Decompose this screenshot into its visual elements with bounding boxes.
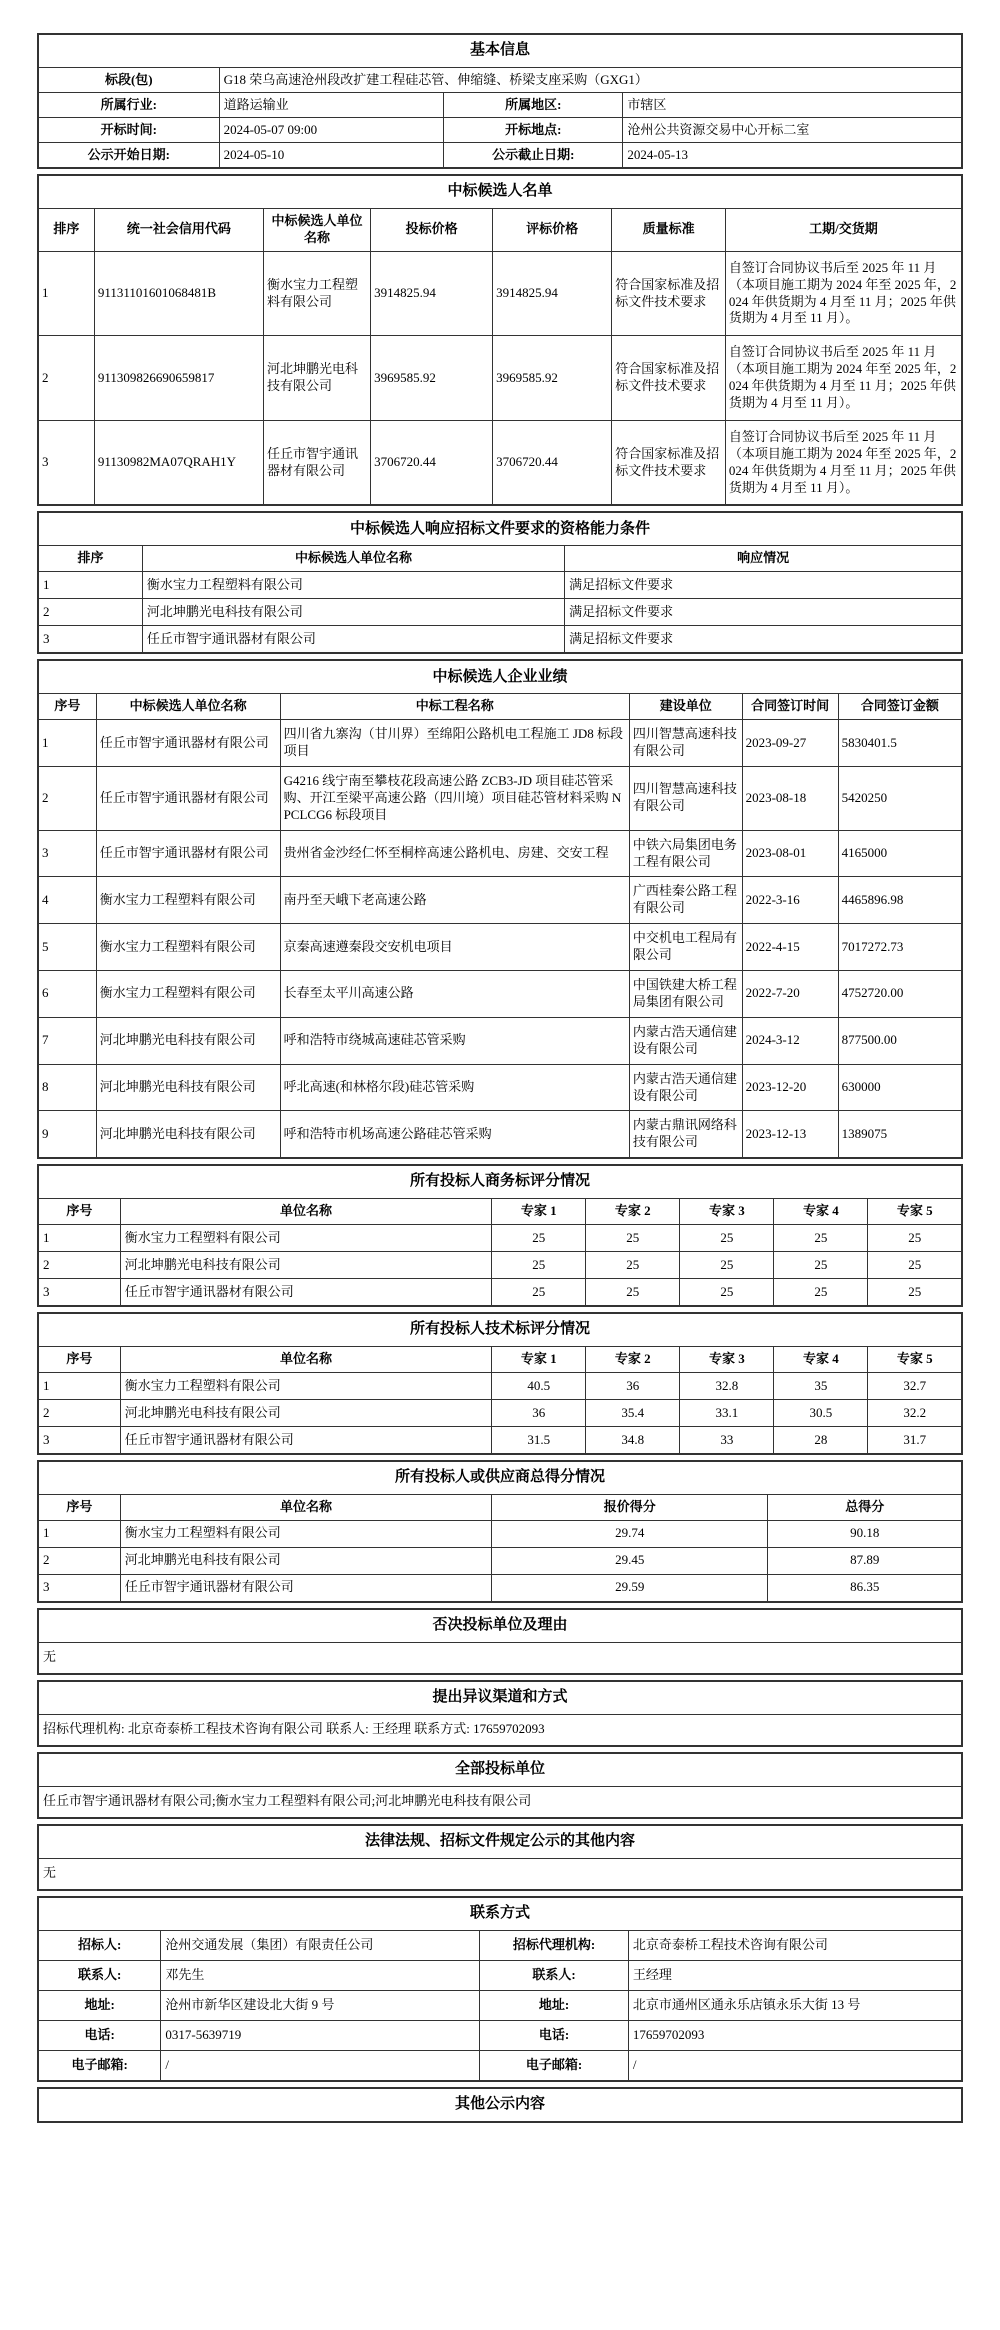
table-cell: 25 [868,1252,962,1279]
table-row [38,34,962,68]
table-row [38,1520,962,1547]
table-cell: 河北坤鹏光电科技有限公司 [142,599,564,626]
table-cell: 29.59 [492,1574,768,1602]
column-header: 单位名称 [120,1199,491,1225]
table-cell: / [628,2050,962,2081]
table-cell: 90.18 [768,1520,962,1547]
candidates-rows [38,251,962,505]
table-cell: 29.74 [492,1520,768,1547]
table-cell: 86.35 [768,1574,962,1602]
column-header: 单位名称 [120,1347,491,1373]
table-cell: 满足招标文件要求 [565,599,962,626]
table-header-row [38,1494,962,1520]
table-cell: 25 [492,1279,586,1307]
table-cell: 沧州交通发展（集团）有限责任公司 [161,1930,480,1960]
table-cell: 满足招标文件要求 [565,572,962,599]
table-row [38,1609,962,1643]
table-cell: 河北坤鹏光电科技有限公司 [120,1252,491,1279]
table-cell: 衡水宝力工程塑料有限公司 [120,1372,491,1399]
table-header-row [38,1347,962,1373]
table-cell: G4216 线宁南至攀枝花段高速公路 ZCB3-JD 项目硅芯管采购、开江至梁平高速公路（四川境）项目硅芯管材料采购 NPCLCG6 标段项目 [280,767,629,831]
table-cell: 满足招标文件要求 [565,626,962,654]
table-cell: 联系人: [38,1960,161,1990]
table-cell: 91131101601068481B [94,251,263,336]
section-content: 无 [38,1642,962,1674]
table-cell: 四川智慧高速科技有限公司 [629,720,742,767]
section-title: 联系方式 [38,1897,962,1931]
technical-scores-rows [38,1372,962,1454]
table-cell: 1 [38,572,142,599]
table-cell: 1 [38,1520,120,1547]
section-title: 中标候选人名单 [38,175,962,209]
table-cell: 地址: [38,1990,161,2020]
table-row [38,1858,962,1890]
table-cell: 31.5 [492,1426,586,1454]
section-title: 所有投标人商务标评分情况 [38,1165,962,1199]
table-cell: 3 [38,626,142,654]
table-cell: 5420250 [838,767,962,831]
table-cell: 中铁六局集团电务工程有限公司 [629,830,742,877]
table-row [38,1165,962,1199]
table-cell: 8 [38,1064,96,1111]
table-cell: 2024-3-12 [742,1017,838,1064]
table-row [38,251,962,336]
objection-section [37,1680,963,1747]
total-scores-table [37,1460,963,1603]
other-content-section [37,2087,963,2123]
table-cell: 河北坤鹏光电科技有限公司 [120,1399,491,1426]
table-cell: 9 [38,1111,96,1158]
field-value: 2024-05-10 [219,143,444,169]
table-cell: 25 [492,1252,586,1279]
table-row [38,1225,962,1252]
table-cell: 2 [38,1252,120,1279]
table-row [38,1681,962,1715]
table-cell: 任丘市智宇通讯器材有限公司 [120,1279,491,1307]
all-bidders-section [37,1752,963,1819]
column-header: 报价得分 [492,1494,768,1520]
table-cell: 35 [774,1372,868,1399]
table-cell: 北京市通州区通永乐店镇永乐大街 13 号 [628,1990,962,2020]
column-header: 专家 2 [586,1347,680,1373]
section-title: 所有投标人技术标评分情况 [38,1313,962,1347]
table-cell: 1 [38,1372,120,1399]
table-cell: 25 [774,1279,868,1307]
table-row [38,924,962,971]
table-cell: 25 [492,1225,586,1252]
table-row [38,1064,962,1111]
section-title: 其他公示内容 [38,2088,962,2122]
table-cell: 河北坤鹏光电科技有限公司 [96,1111,280,1158]
table-row [38,93,962,118]
table-row [38,1017,962,1064]
table-cell: 衡水宝力工程塑料有限公司 [120,1225,491,1252]
performance-rows [38,720,962,1158]
table-cell: 衡水宝力工程塑料有限公司 [96,971,280,1018]
table-cell: 25 [586,1252,680,1279]
table-cell: 25 [586,1225,680,1252]
table-row [38,971,962,1018]
column-header: 中标候选人单位名称 [142,546,564,572]
table-cell: 河北坤鹏光电科技有限公司 [96,1064,280,1111]
table-cell: 长春至太平川高速公路 [280,971,629,1018]
table-row [38,1714,962,1746]
table-cell: 京秦高速遵秦段交安机电项目 [280,924,629,971]
table-row [38,420,962,505]
table-cell: 36 [586,1372,680,1399]
table-cell: 电话: [38,2020,161,2050]
table-cell: 呼北高速(和林格尔段)硅芯管采购 [280,1064,629,1111]
table-row [38,512,962,546]
column-header: 响应情况 [565,546,962,572]
table-cell: 33.1 [680,1399,774,1426]
qualification-rows [38,572,962,654]
field-label: 所属地区: [444,93,623,118]
table-row [38,1426,962,1454]
table-header-row [38,694,962,720]
table-cell: 630000 [838,1064,962,1111]
table-cell: 4 [38,877,96,924]
table-row [38,336,962,421]
table-row [38,572,962,599]
table-row [38,1399,962,1426]
column-header: 工期/交货期 [725,209,962,252]
table-cell: 呼和浩特市绕城高速硅芯管采购 [280,1017,629,1064]
field-value: 2024-05-07 09:00 [219,118,444,143]
table-cell: 中国铁建大桥工程局集团有限公司 [629,971,742,1018]
contact-rows [38,1930,962,2081]
table-cell: 中交机电工程局有限公司 [629,924,742,971]
table-cell: 3 [38,1279,120,1307]
section-title: 所有投标人或供应商总得分情况 [38,1461,962,1495]
section-title: 中标候选人企业业绩 [38,660,962,694]
table-cell: 25 [586,1279,680,1307]
contact-table [37,1896,963,2082]
table-cell: 3914825.94 [371,251,493,336]
table-cell: 2023-08-18 [742,767,838,831]
column-header: 专家 2 [586,1199,680,1225]
table-cell: 2 [38,767,96,831]
table-cell: 40.5 [492,1372,586,1399]
table-cell: 1 [38,251,94,336]
table-cell: 自签订合同协议书后至 2025 年 11 月（本项目施工期为 2024 年至 2025 年，2024 年供货期为 4 月至 11 月；2025 年供货期为 4 月至 11 月）。 [725,336,962,421]
section-title: 中标候选人响应招标文件要求的资格能力条件 [38,512,962,546]
table-cell: 内蒙古浩天通信建设有限公司 [629,1064,742,1111]
table-cell: 3969585.92 [371,336,493,421]
table-cell: 4165000 [838,830,962,877]
table-cell: 联系人: [480,1960,629,1990]
column-header: 序号 [38,1347,120,1373]
table-row [38,2020,962,2050]
table-cell: 17659702093 [628,2020,962,2050]
table-cell: 地址: [480,1990,629,2020]
table-row [38,720,962,767]
table-cell: 任丘市智宇通讯器材有限公司 [96,830,280,877]
table-cell: 4465896.98 [838,877,962,924]
table-cell: 25 [680,1252,774,1279]
table-cell: 29.45 [492,1547,768,1574]
section-content: 招标代理机构: 北京奇泰桥工程技术咨询有限公司 联系人: 王经理 联系方式: 17659702093 [38,1714,962,1746]
table-cell: 电子邮箱: [38,2050,161,2081]
table-row [38,1547,962,1574]
table-cell: 25 [680,1225,774,1252]
table-cell: 衡水宝力工程塑料有限公司 [263,251,370,336]
table-row [38,1111,962,1158]
table-cell: 25 [680,1279,774,1307]
column-header: 建设单位 [629,694,742,720]
table-cell: 衡水宝力工程塑料有限公司 [120,1520,491,1547]
table-cell: 3706720.44 [493,420,612,505]
table-cell: 25 [868,1225,962,1252]
table-cell: 2023-09-27 [742,720,838,767]
field-value: 沧州公共资源交易中心开标二室 [623,118,962,143]
column-header: 序号 [38,694,96,720]
table-cell: 1 [38,1225,120,1252]
field-value: 市辖区 [623,93,962,118]
column-header: 中标工程名称 [280,694,629,720]
table-cell: 1 [38,720,96,767]
field-label: 公示开始日期: [38,143,219,169]
performance-table [37,659,963,1159]
column-header: 专家 5 [868,1347,962,1373]
column-header: 评标价格 [493,209,612,252]
table-row [38,1574,962,1602]
table-cell: 2022-3-16 [742,877,838,924]
table-cell: 四川省九寨沟（甘川界）至绵阳公路机电工程施工 JD8 标段项目 [280,720,629,767]
column-header: 专家 4 [774,1347,868,1373]
column-header: 专家 1 [492,1199,586,1225]
table-row [38,2050,962,2081]
column-header: 合同签订金额 [838,694,962,720]
table-cell: 3914825.94 [493,251,612,336]
table-cell: 符合国家标准及招标文件技术要求 [612,336,726,421]
table-cell: 电子邮箱: [480,2050,629,2081]
column-header: 合同签订时间 [742,694,838,720]
table-cell: 内蒙古浩天通信建设有限公司 [629,1017,742,1064]
table-row [38,68,962,93]
field-value: 道路运输业 [219,93,444,118]
table-cell: 3 [38,1426,120,1454]
table-cell: 87.89 [768,1547,962,1574]
table-cell: 2 [38,1547,120,1574]
table-row [38,1642,962,1674]
field-value: 2024-05-13 [623,143,962,169]
table-cell: 河北坤鹏光电科技有限公司 [96,1017,280,1064]
table-cell: 3 [38,830,96,877]
table-cell: 32.8 [680,1372,774,1399]
table-cell: 32.7 [868,1372,962,1399]
table-cell: 2023-12-13 [742,1111,838,1158]
table-cell: 符合国家标准及招标文件技术要求 [612,251,726,336]
column-header: 统一社会信用代码 [94,209,263,252]
legal-other-section [37,1824,963,1891]
table-cell: 王经理 [628,1960,962,1990]
table-cell: 32.2 [868,1399,962,1426]
column-header: 序号 [38,1494,120,1520]
table-row [38,1960,962,1990]
table-cell: 911309826690659817 [94,336,263,421]
field-label: 开标地点: [444,118,623,143]
table-cell: 31.7 [868,1426,962,1454]
section-title: 否决投标单位及理由 [38,1609,962,1643]
candidates-table [37,174,963,506]
table-row [38,877,962,924]
table-cell: 四川智慧高速科技有限公司 [629,767,742,831]
column-header: 单位名称 [120,1494,491,1520]
column-header: 专家 1 [492,1347,586,1373]
table-row [38,1372,962,1399]
table-cell: 2 [38,599,142,626]
table-cell: 2023-08-01 [742,830,838,877]
column-header: 专家 3 [680,1199,774,1225]
table-cell: 2 [38,336,94,421]
table-cell: 3706720.44 [371,420,493,505]
section-title: 提出异议渠道和方式 [38,1681,962,1715]
table-cell: 衡水宝力工程塑料有限公司 [142,572,564,599]
table-cell: 5 [38,924,96,971]
table-row [38,660,962,694]
table-cell: 34.8 [586,1426,680,1454]
table-cell: 自签订合同协议书后至 2025 年 11 月（本项目施工期为 2024 年至 2025 年，2024 年供货期为 4 月至 11 月；2025 年供货期为 4 月至 11 月）。 [725,420,962,505]
field-value: G18 荣乌高速沧州段改扩建工程硅芯管、伸缩缝、桥梁支座采购（GXG1） [219,68,962,93]
table-cell: 内蒙古鼎讯网络科技有限公司 [629,1111,742,1158]
table-cell: 衡水宝力工程塑料有限公司 [96,877,280,924]
table-cell: 呼和浩特市机场高速公路硅芯管采购 [280,1111,629,1158]
table-cell: 28 [774,1426,868,1454]
commercial-scores-table [37,1164,963,1307]
table-cell: 3 [38,420,94,505]
column-header: 专家 3 [680,1347,774,1373]
table-row [38,1786,962,1818]
field-label: 公示截止日期: [444,143,623,169]
table-cell: 4752720.00 [838,971,962,1018]
column-header: 排序 [38,209,94,252]
table-cell: 南丹至天峨下老高速公路 [280,877,629,924]
column-header: 质量标准 [612,209,726,252]
table-cell: 邓先生 [161,1960,480,1990]
column-header: 中标候选人单位名称 [263,209,370,252]
column-header: 投标价格 [371,209,493,252]
table-cell: 河北坤鹏光电科技有限公司 [263,336,370,421]
table-cell: 1389075 [838,1111,962,1158]
table-cell: 25 [868,1279,962,1307]
section-title: 法律法规、招标文件规定公示的其他内容 [38,1825,962,1859]
table-row [38,830,962,877]
table-row [38,626,962,654]
total-scores-rows [38,1520,962,1602]
table-cell: 2023-12-20 [742,1064,838,1111]
table-row [38,599,962,626]
table-row [38,175,962,209]
table-cell: 沧州市新华区建设北大街 9 号 [161,1990,480,2020]
table-cell: 5830401.5 [838,720,962,767]
table-cell: 任丘市智宇通讯器材有限公司 [263,420,370,505]
veto-section [37,1608,963,1675]
column-header: 排序 [38,546,142,572]
table-cell: 衡水宝力工程塑料有限公司 [96,924,280,971]
technical-scores-table [37,1312,963,1455]
table-cell: 贵州省金沙经仁怀至桐梓高速公路机电、房建、交安工程 [280,830,629,877]
qualification-table [37,511,963,654]
table-row [38,1279,962,1307]
table-cell: 2022-7-20 [742,971,838,1018]
table-cell: / [161,2050,480,2081]
table-row [38,2088,962,2122]
table-cell: 自签订合同协议书后至 2025 年 11 月（本项目施工期为 2024 年至 2025 年，2024 年供货期为 4 月至 11 月；2025 年供货期为 4 月至 11 月）。 [725,251,962,336]
column-header: 专家 4 [774,1199,868,1225]
table-cell: 符合国家标准及招标文件技术要求 [612,420,726,505]
table-cell: 任丘市智宇通讯器材有限公司 [120,1426,491,1454]
table-row [38,1313,962,1347]
table-row [38,1461,962,1495]
table-cell: 北京奇泰桥工程技术咨询有限公司 [628,1930,962,1960]
table-cell: 招标人: [38,1930,161,1960]
field-label: 开标时间: [38,118,219,143]
column-header: 中标候选人单位名称 [96,694,280,720]
table-header-row [38,546,962,572]
table-cell: 2022-4-15 [742,924,838,971]
table-cell: 36 [492,1399,586,1426]
table-cell: 3 [38,1574,120,1602]
table-row [38,1897,962,1931]
table-row [38,1252,962,1279]
section-title: 基本信息 [38,34,962,68]
section-content: 无 [38,1858,962,1890]
table-row [38,767,962,831]
table-cell: 25 [774,1225,868,1252]
table-cell: 7 [38,1017,96,1064]
table-cell: 电话: [480,2020,629,2050]
table-cell: 任丘市智宇通讯器材有限公司 [96,720,280,767]
field-label: 所属行业: [38,93,219,118]
table-cell: 招标代理机构: [480,1930,629,1960]
table-row [38,1825,962,1859]
table-cell: 广西桂秦公路工程有限公司 [629,877,742,924]
table-cell: 7017272.73 [838,924,962,971]
column-header: 专家 5 [868,1199,962,1225]
table-cell: 877500.00 [838,1017,962,1064]
basic-info-table [37,33,963,169]
table-row [38,143,962,169]
table-header-row [38,1199,962,1225]
table-cell: 33 [680,1426,774,1454]
table-cell: 91130982MA07QRAH1Y [94,420,263,505]
table-cell: 任丘市智宇通讯器材有限公司 [142,626,564,654]
table-cell: 任丘市智宇通讯器材有限公司 [120,1574,491,1602]
table-row [38,118,962,143]
column-header: 序号 [38,1199,120,1225]
table-row [38,1753,962,1787]
table-cell: 任丘市智宇通讯器材有限公司 [96,767,280,831]
table-cell: 河北坤鹏光电科技有限公司 [120,1547,491,1574]
table-cell: 35.4 [586,1399,680,1426]
table-cell: 3969585.92 [493,336,612,421]
table-header-row [38,209,962,252]
table-row [38,1990,962,2020]
column-header: 总得分 [768,1494,962,1520]
table-row [38,1930,962,1960]
table-cell: 6 [38,971,96,1018]
table-cell: 0317-5639719 [161,2020,480,2050]
field-label: 标段(包) [38,68,219,93]
table-cell: 25 [774,1252,868,1279]
section-title: 全部投标单位 [38,1753,962,1787]
commercial-scores-rows [38,1225,962,1307]
section-content: 任丘市智宇通讯器材有限公司;衡水宝力工程塑料有限公司;河北坤鹏光电科技有限公司 [38,1786,962,1818]
table-cell: 30.5 [774,1399,868,1426]
table-cell: 2 [38,1399,120,1426]
